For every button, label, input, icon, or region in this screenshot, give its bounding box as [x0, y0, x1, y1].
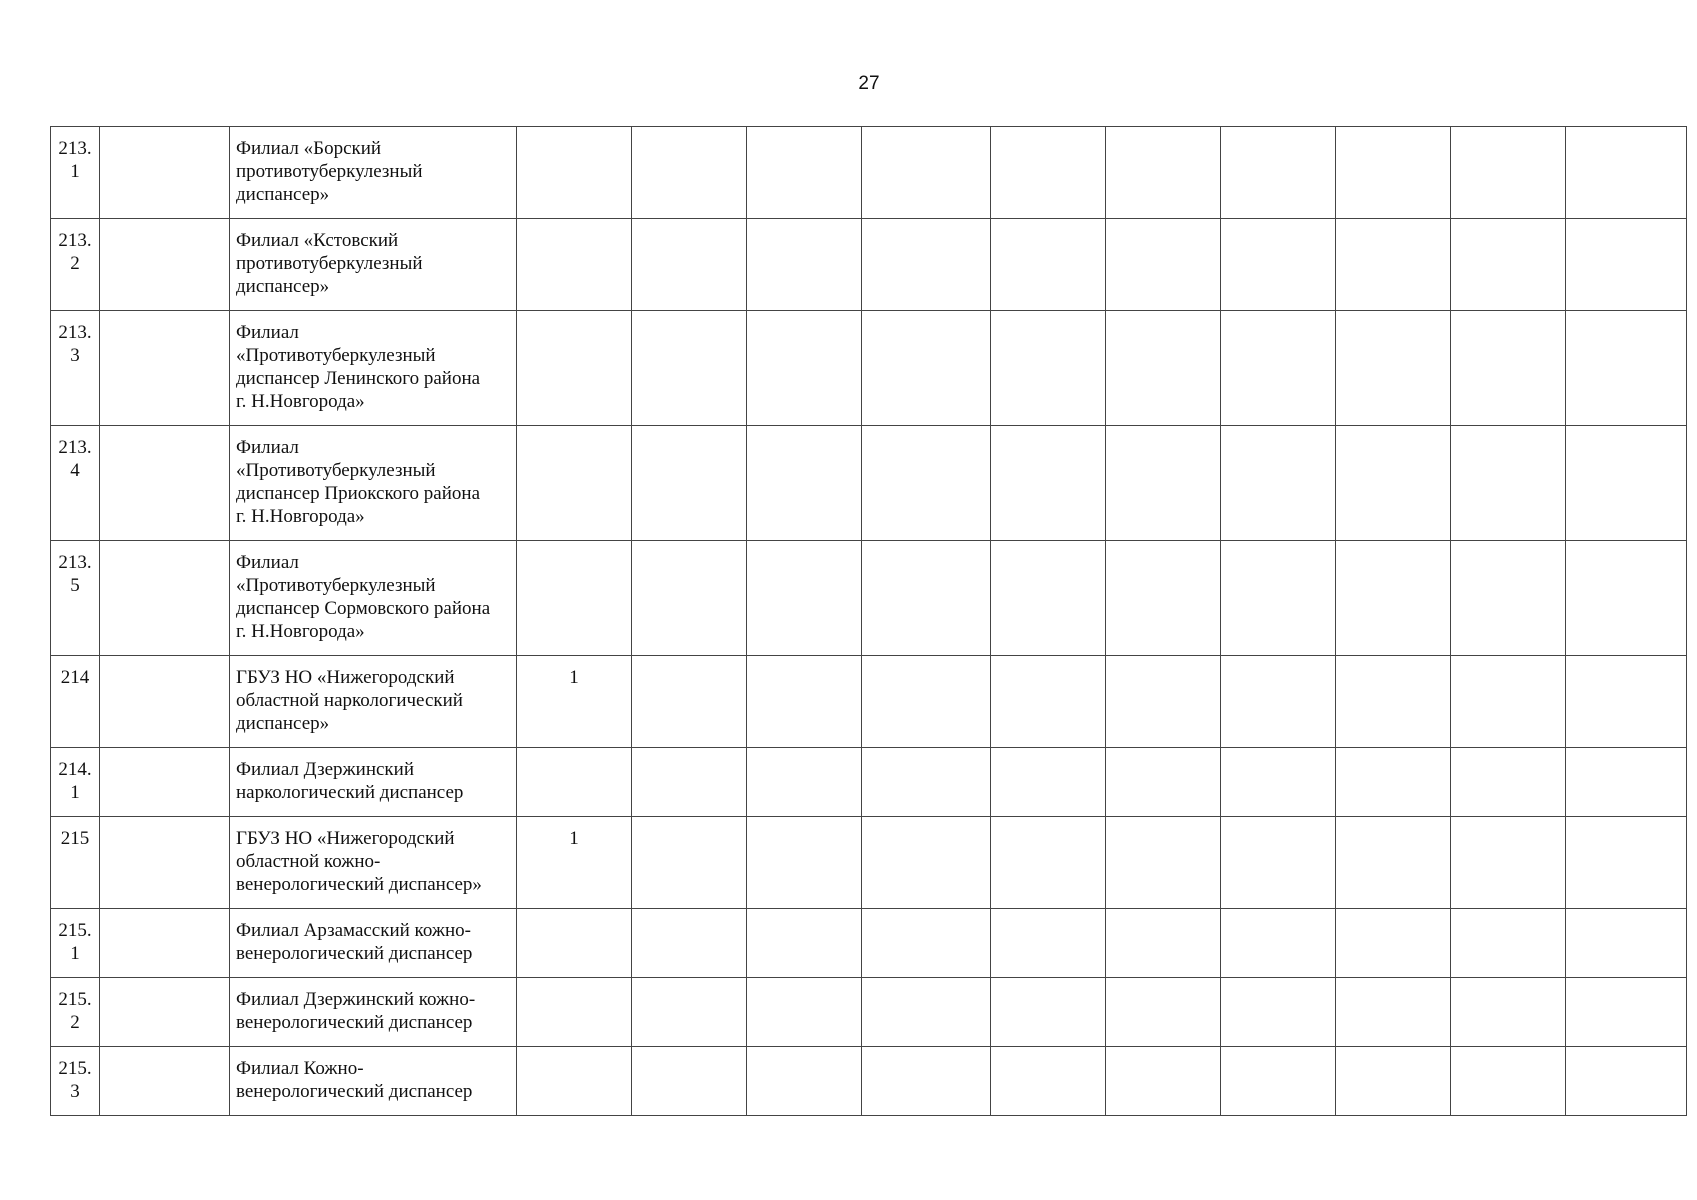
empty-cell	[991, 748, 1106, 817]
empty-cell	[1336, 426, 1451, 541]
empty-cell	[1336, 219, 1451, 311]
empty-cell	[1451, 1047, 1566, 1116]
empty-cell	[1566, 426, 1687, 541]
row-number-cell: 214	[51, 656, 100, 748]
institution-name-cell: Филиал «Противотуберкулезный диспансер Приокского района г. Н.Новгорода»	[230, 426, 517, 541]
empty-cell	[1336, 909, 1451, 978]
quantity-cell	[517, 426, 632, 541]
empty-cell	[1221, 1047, 1336, 1116]
empty-cell	[1451, 127, 1566, 219]
quantity-cell	[517, 748, 632, 817]
empty-cell	[747, 541, 862, 656]
empty-cell	[1221, 311, 1336, 426]
empty-cell	[862, 541, 991, 656]
empty-cell	[1451, 817, 1566, 909]
row-number-cell: 215. 3	[51, 1047, 100, 1116]
table-row	[51, 909, 1687, 978]
institution-name-cell: ГБУЗ НО «Нижегородский областной кожно- венерологический диспансер»	[230, 817, 517, 909]
table-row	[51, 748, 1687, 817]
empty-cell	[100, 219, 230, 311]
empty-cell	[1221, 978, 1336, 1047]
empty-cell	[632, 978, 747, 1047]
empty-cell	[862, 127, 991, 219]
table-row	[51, 978, 1687, 1047]
empty-cell	[1336, 817, 1451, 909]
row-number-cell: 213. 3	[51, 311, 100, 426]
empty-cell	[1221, 219, 1336, 311]
row-number-cell: 213. 2	[51, 219, 100, 311]
institution-name-cell: Филиал «Борский противотуберкулезный диспансер»	[230, 127, 517, 219]
row-number-cell: 214. 1	[51, 748, 100, 817]
empty-cell	[862, 656, 991, 748]
empty-cell	[747, 426, 862, 541]
empty-cell	[1336, 1047, 1451, 1116]
empty-cell	[862, 311, 991, 426]
empty-cell	[632, 909, 747, 978]
table-row	[51, 656, 1687, 748]
empty-cell	[100, 311, 230, 426]
empty-cell	[991, 541, 1106, 656]
quantity-cell: 1	[517, 817, 632, 909]
empty-cell	[747, 748, 862, 817]
empty-cell	[100, 817, 230, 909]
empty-cell	[747, 127, 862, 219]
empty-cell	[991, 219, 1106, 311]
empty-cell	[1221, 541, 1336, 656]
empty-cell	[1566, 656, 1687, 748]
table-row	[51, 426, 1687, 541]
empty-cell	[747, 1047, 862, 1116]
empty-cell	[632, 1047, 747, 1116]
row-number-cell: 213. 1	[51, 127, 100, 219]
empty-cell	[747, 311, 862, 426]
empty-cell	[991, 311, 1106, 426]
empty-cell	[1336, 656, 1451, 748]
empty-cell	[1451, 748, 1566, 817]
empty-cell	[100, 1047, 230, 1116]
row-number-cell: 213. 4	[51, 426, 100, 541]
empty-cell	[991, 909, 1106, 978]
empty-cell	[991, 656, 1106, 748]
page-number: 27	[858, 73, 880, 94]
row-number-cell: 213. 5	[51, 541, 100, 656]
empty-cell	[991, 817, 1106, 909]
empty-cell	[747, 656, 862, 748]
quantity-cell	[517, 311, 632, 426]
empty-cell	[1106, 978, 1221, 1047]
empty-cell	[1106, 127, 1221, 219]
institution-name-cell: Филиал «Кстовский противотуберкулезный диспансер»	[230, 219, 517, 311]
empty-cell	[1336, 311, 1451, 426]
table-row	[51, 311, 1687, 426]
empty-cell	[1106, 311, 1221, 426]
institution-name-cell: Филиал Дзержинский наркологический диспансер	[230, 748, 517, 817]
empty-cell	[1566, 1047, 1687, 1116]
empty-cell	[1336, 541, 1451, 656]
empty-cell	[632, 541, 747, 656]
empty-cell	[862, 219, 991, 311]
quantity-cell	[517, 978, 632, 1047]
institution-name-cell: Филиал «Противотуберкулезный диспансер Сормовского района г. Н.Новгорода»	[230, 541, 517, 656]
empty-cell	[1106, 817, 1221, 909]
quantity-cell	[517, 219, 632, 311]
empty-cell	[100, 426, 230, 541]
empty-cell	[991, 426, 1106, 541]
empty-cell	[862, 978, 991, 1047]
empty-cell	[862, 817, 991, 909]
table-row	[51, 1047, 1687, 1116]
quantity-cell	[517, 541, 632, 656]
empty-cell	[632, 656, 747, 748]
table-row	[51, 541, 1687, 656]
empty-cell	[1566, 748, 1687, 817]
empty-cell	[1566, 311, 1687, 426]
empty-cell	[1451, 978, 1566, 1047]
institutions-table	[50, 126, 1687, 1116]
empty-cell	[1106, 219, 1221, 311]
quantity-cell	[517, 909, 632, 978]
empty-cell	[1336, 127, 1451, 219]
empty-cell	[632, 817, 747, 909]
empty-cell	[632, 219, 747, 311]
empty-cell	[1451, 656, 1566, 748]
table-row	[51, 219, 1687, 311]
empty-cell	[747, 817, 862, 909]
empty-cell	[1106, 541, 1221, 656]
institution-name-cell: ГБУЗ НО «Нижегородский областной наркологический диспансер»	[230, 656, 517, 748]
empty-cell	[991, 978, 1106, 1047]
empty-cell	[991, 127, 1106, 219]
empty-cell	[1221, 656, 1336, 748]
empty-cell	[1221, 748, 1336, 817]
row-number-cell: 215. 1	[51, 909, 100, 978]
institution-name-cell: Филиал Кожно- венерологический диспансер	[230, 1047, 517, 1116]
quantity-cell	[517, 127, 632, 219]
empty-cell	[1336, 748, 1451, 817]
empty-cell	[1566, 909, 1687, 978]
empty-cell	[1566, 219, 1687, 311]
empty-cell	[991, 1047, 1106, 1116]
empty-cell	[1106, 656, 1221, 748]
institution-name-cell: Филиал Дзержинский кожно- венерологический диспансер	[230, 978, 517, 1047]
empty-cell	[747, 978, 862, 1047]
quantity-cell	[517, 1047, 632, 1116]
row-number-cell: 215	[51, 817, 100, 909]
quantity-cell: 1	[517, 656, 632, 748]
empty-cell	[1451, 311, 1566, 426]
empty-cell	[862, 426, 991, 541]
empty-cell	[632, 127, 747, 219]
institution-name-cell: Филиал Арзамасский кожно- венерологический диспансер	[230, 909, 517, 978]
institution-name-cell: Филиал «Противотуберкулезный диспансер Ленинского района г. Н.Новгорода»	[230, 311, 517, 426]
empty-cell	[1221, 909, 1336, 978]
empty-cell	[1106, 909, 1221, 978]
empty-cell	[100, 748, 230, 817]
empty-cell	[1566, 817, 1687, 909]
empty-cell	[1106, 1047, 1221, 1116]
empty-cell	[747, 909, 862, 978]
empty-cell	[1336, 978, 1451, 1047]
empty-cell	[1221, 426, 1336, 541]
empty-cell	[632, 426, 747, 541]
empty-cell	[1566, 541, 1687, 656]
empty-cell	[1451, 426, 1566, 541]
empty-cell	[862, 909, 991, 978]
empty-cell	[100, 978, 230, 1047]
empty-cell	[862, 748, 991, 817]
empty-cell	[1451, 541, 1566, 656]
table-row	[51, 817, 1687, 909]
empty-cell	[1106, 748, 1221, 817]
empty-cell	[100, 127, 230, 219]
empty-cell	[1566, 978, 1687, 1047]
row-number-cell: 215. 2	[51, 978, 100, 1047]
empty-cell	[1451, 909, 1566, 978]
empty-cell	[1451, 219, 1566, 311]
empty-cell	[100, 656, 230, 748]
empty-cell	[1106, 426, 1221, 541]
table-body	[51, 127, 1687, 1116]
empty-cell	[100, 541, 230, 656]
empty-cell	[1566, 127, 1687, 219]
empty-cell	[100, 909, 230, 978]
table-row	[51, 127, 1687, 219]
empty-cell	[862, 1047, 991, 1116]
empty-cell	[632, 311, 747, 426]
empty-cell	[747, 219, 862, 311]
empty-cell	[1221, 127, 1336, 219]
empty-cell	[1221, 817, 1336, 909]
empty-cell	[632, 748, 747, 817]
